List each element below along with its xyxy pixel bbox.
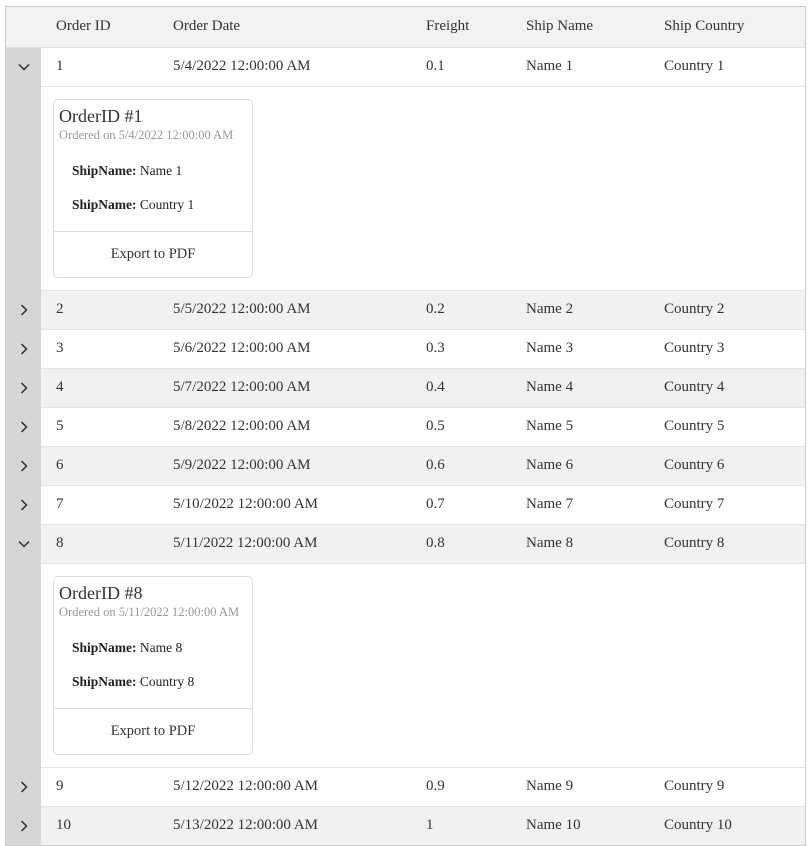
cell-ship-country: Country 1 bbox=[649, 47, 805, 86]
table-row[interactable] bbox=[6, 47, 805, 86]
cell-ship-name: Name 9 bbox=[511, 767, 649, 806]
collapse-row-toggle[interactable] bbox=[6, 524, 41, 563]
cell-order-date: 5/10/2022 12:00:00 AM bbox=[158, 485, 411, 524]
cell-ship-name: Name 4 bbox=[511, 368, 649, 407]
cell-freight: 0.1 bbox=[411, 47, 511, 86]
cell-order-date: 5/5/2022 12:00:00 AM bbox=[158, 290, 411, 329]
detail-field-value: Country 8 bbox=[139, 673, 195, 689]
detail-indent-cell bbox=[6, 86, 41, 290]
chevron-right-icon bbox=[20, 382, 28, 394]
cell-order-id: 7 bbox=[41, 485, 158, 524]
expand-row-toggle[interactable] bbox=[6, 368, 41, 407]
detail-field-label: ShipName: bbox=[72, 196, 137, 212]
header-row bbox=[6, 7, 805, 47]
cell-freight: 0.6 bbox=[411, 446, 511, 485]
cell-freight: 0.9 bbox=[411, 767, 511, 806]
cell-ship-country: Country 9 bbox=[649, 767, 805, 806]
cell-ship-country: Country 4 bbox=[649, 368, 805, 407]
table-row[interactable] bbox=[6, 329, 805, 368]
cell-order-date: 5/9/2022 12:00:00 AM bbox=[158, 446, 411, 485]
detail-field-label: ShipName: bbox=[72, 673, 137, 689]
table-row[interactable] bbox=[6, 368, 805, 407]
column-header-ship-name: Ship Name bbox=[511, 7, 649, 47]
cell-ship-country: Country 5 bbox=[649, 407, 805, 446]
detail-field-value: Country 1 bbox=[139, 196, 195, 212]
detail-row bbox=[6, 563, 805, 767]
cell-ship-name: Name 10 bbox=[511, 806, 649, 845]
expand-row-toggle[interactable] bbox=[6, 767, 41, 806]
expand-row-toggle[interactable] bbox=[6, 290, 41, 329]
column-header-order-date: Order Date bbox=[158, 7, 411, 47]
expand-row-toggle[interactable] bbox=[6, 806, 41, 845]
detail-cell bbox=[41, 563, 805, 767]
expand-column-header bbox=[6, 7, 41, 47]
chevron-right-icon bbox=[20, 499, 28, 511]
chevron-down-icon bbox=[18, 63, 30, 71]
column-header-order-id: Order ID bbox=[41, 7, 158, 47]
cell-order-date: 5/8/2022 12:00:00 AM bbox=[158, 407, 411, 446]
detail-field-value: Name 8 bbox=[139, 639, 183, 655]
cell-order-id: 1 bbox=[41, 47, 158, 86]
column-header-freight: Freight bbox=[411, 7, 511, 47]
order-detail-card bbox=[53, 576, 253, 755]
expand-row-toggle[interactable] bbox=[6, 446, 41, 485]
detail-field-label: ShipName: bbox=[72, 639, 137, 655]
detail-row bbox=[6, 86, 805, 290]
table-row[interactable] bbox=[6, 446, 805, 485]
cell-order-id: 2 bbox=[41, 290, 158, 329]
order-detail-card-body bbox=[54, 100, 252, 213]
cell-order-date: 5/13/2022 12:00:00 AM bbox=[158, 806, 411, 845]
cell-freight: 1 bbox=[411, 806, 511, 845]
chevron-right-icon bbox=[20, 460, 28, 472]
cell-ship-country: Country 7 bbox=[649, 485, 805, 524]
orders-table bbox=[6, 7, 805, 845]
detail-card-title: OrderID #1 bbox=[59, 105, 143, 126]
table-row[interactable] bbox=[6, 290, 805, 329]
cell-ship-name: Name 1 bbox=[511, 47, 649, 86]
cell-order-id: 5 bbox=[41, 407, 158, 446]
collapse-row-toggle[interactable] bbox=[6, 47, 41, 86]
cell-ship-country: Country 10 bbox=[649, 806, 805, 845]
chevron-right-icon bbox=[20, 781, 28, 793]
detail-field-ship-country bbox=[72, 197, 247, 213]
detail-field-label: ShipName: bbox=[72, 162, 137, 178]
cell-freight: 0.8 bbox=[411, 524, 511, 563]
detail-field-ship-country bbox=[72, 674, 247, 690]
expand-row-toggle[interactable] bbox=[6, 407, 41, 446]
export-pdf-button[interactable]: Export to PDF bbox=[54, 231, 252, 277]
table-row[interactable] bbox=[6, 407, 805, 446]
cell-freight: 0.2 bbox=[411, 290, 511, 329]
cell-freight: 0.7 bbox=[411, 485, 511, 524]
cell-ship-country: Country 3 bbox=[649, 329, 805, 368]
table-row[interactable] bbox=[6, 767, 805, 806]
detail-field-ship-name bbox=[72, 163, 247, 179]
chevron-right-icon bbox=[20, 343, 28, 355]
cell-freight: 0.3 bbox=[411, 329, 511, 368]
cell-ship-name: Name 3 bbox=[511, 329, 649, 368]
cell-freight: 0.4 bbox=[411, 368, 511, 407]
detail-field-ship-name bbox=[72, 640, 247, 656]
cell-order-id: 6 bbox=[41, 446, 158, 485]
cell-order-id: 9 bbox=[41, 767, 158, 806]
cell-ship-name: Name 5 bbox=[511, 407, 649, 446]
table-row[interactable] bbox=[6, 524, 805, 563]
detail-card-fields bbox=[59, 143, 247, 213]
cell-order-id: 4 bbox=[41, 368, 158, 407]
table-row[interactable] bbox=[6, 485, 805, 524]
detail-card-subtitle: Ordered on 5/11/2022 12:00:00 AM bbox=[59, 604, 240, 619]
expand-row-toggle[interactable] bbox=[6, 329, 41, 368]
column-header-ship-country: Ship Country bbox=[649, 7, 805, 47]
cell-order-date: 5/7/2022 12:00:00 AM bbox=[158, 368, 411, 407]
chevron-down-icon bbox=[18, 540, 30, 548]
detail-card-subtitle: Ordered on 5/4/2022 12:00:00 AM bbox=[59, 127, 234, 142]
detail-card-fields bbox=[59, 620, 247, 690]
cell-order-date: 5/4/2022 12:00:00 AM bbox=[158, 47, 411, 86]
cell-order-date: 5/11/2022 12:00:00 AM bbox=[158, 524, 411, 563]
chevron-right-icon bbox=[20, 421, 28, 433]
detail-field-value: Name 1 bbox=[139, 162, 183, 178]
cell-order-date: 5/6/2022 12:00:00 AM bbox=[158, 329, 411, 368]
export-pdf-button[interactable]: Export to PDF bbox=[54, 708, 252, 754]
expand-row-toggle[interactable] bbox=[6, 485, 41, 524]
cell-freight: 0.5 bbox=[411, 407, 511, 446]
chevron-right-icon bbox=[20, 820, 28, 832]
cell-order-id: 10 bbox=[41, 806, 158, 845]
cell-ship-name: Name 8 bbox=[511, 524, 649, 563]
cell-ship-name: Name 7 bbox=[511, 485, 649, 524]
chevron-right-icon bbox=[20, 304, 28, 316]
cell-ship-country: Country 8 bbox=[649, 524, 805, 563]
order-detail-card-body bbox=[54, 577, 252, 690]
cell-ship-country: Country 2 bbox=[649, 290, 805, 329]
detail-card-title: OrderID #8 bbox=[59, 582, 143, 603]
order-detail-card bbox=[53, 99, 253, 278]
cell-ship-name: Name 6 bbox=[511, 446, 649, 485]
table-row[interactable] bbox=[6, 806, 805, 845]
detail-cell bbox=[41, 86, 805, 290]
cell-ship-country: Country 6 bbox=[649, 446, 805, 485]
cell-order-date: 5/12/2022 12:00:00 AM bbox=[158, 767, 411, 806]
cell-order-id: 3 bbox=[41, 329, 158, 368]
cell-ship-name: Name 2 bbox=[511, 290, 649, 329]
detail-indent-cell bbox=[6, 563, 41, 767]
cell-order-id: 8 bbox=[41, 524, 158, 563]
orders-grid bbox=[5, 6, 806, 846]
